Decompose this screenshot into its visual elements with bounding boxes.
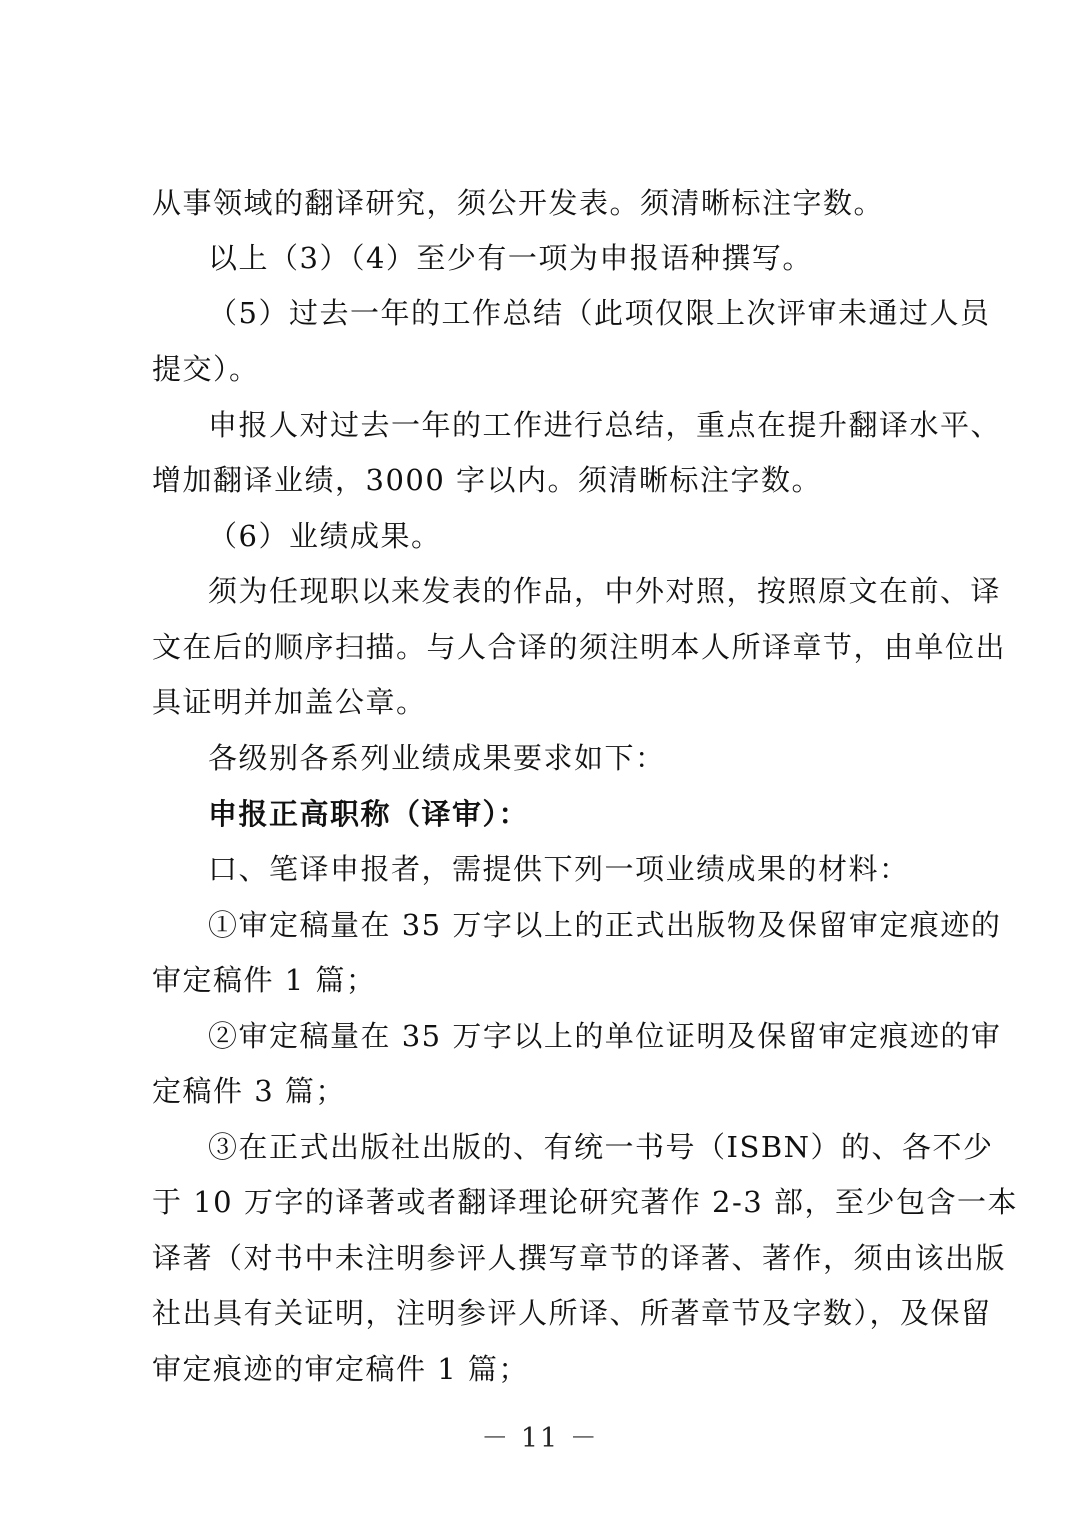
- list-item-line: 定稿件 3 篇；: [152, 1074, 346, 1108]
- paragraph-line: 从事领域的翻译研究，须公开发表。须清晰标注字数。: [152, 186, 885, 220]
- list-item-line: 于 10 万字的译著或者翻译理论研究著作 2-3 部，至少包含一本: [152, 1185, 1018, 1219]
- paragraph-line: 文在后的顺序扫描。与人合译的须注明本人所译章节，由单位出: [152, 630, 1007, 664]
- list-item-line: ③在正式出版社出版的、有统一书号（ISBN）的、各不少: [208, 1130, 994, 1164]
- list-item-line: ②审定稿量在 35 万字以上的单位证明及保留审定痕迹的审: [208, 1019, 1002, 1053]
- paragraph-line: 各级别各系列业绩成果要求如下：: [208, 741, 666, 775]
- list-item-line: 译著（对书中未注明参评人撰写章节的译著、著作，须由该出版: [152, 1241, 1007, 1275]
- paragraph-line: 以上（3）（4）至少有一项为申报语种撰写。: [208, 241, 813, 275]
- list-item-line: 社出具有关证明，注明参评人所译、所著章节及字数），及保留: [152, 1296, 992, 1330]
- section-heading: 申报正高职称（译审）：: [208, 797, 530, 831]
- paragraph-line: 增加翻译业绩，3000 字以内。须清晰标注字数。: [152, 463, 823, 497]
- paragraph-line: 提交）。: [152, 352, 260, 386]
- list-item-line: ①审定稿量在 35 万字以上的正式出版物及保留审定痕迹的: [208, 908, 1002, 942]
- paragraph-line: 申报人对过去一年的工作进行总结，重点在提升翻译水平、: [208, 408, 1002, 442]
- list-item-line: 审定稿件 1 篇；: [152, 963, 377, 997]
- paragraph-line: 须为任现职以来发表的作品，中外对照，按照原文在前、译: [208, 574, 1002, 608]
- paragraph-line: （5）过去一年的工作总结（此项仅限上次评审未通过人员: [208, 296, 991, 330]
- page-number: － 11 －: [481, 1423, 599, 1454]
- list-item-line: 审定痕迹的审定稿件 1 篇；: [152, 1352, 529, 1386]
- paragraph-line: （6）业绩成果。: [208, 519, 442, 553]
- paragraph-line: 具证明并加盖公章。: [152, 685, 427, 719]
- paragraph-line: 口、笔译申报者，需提供下列一项业绩成果的材料：: [208, 852, 910, 886]
